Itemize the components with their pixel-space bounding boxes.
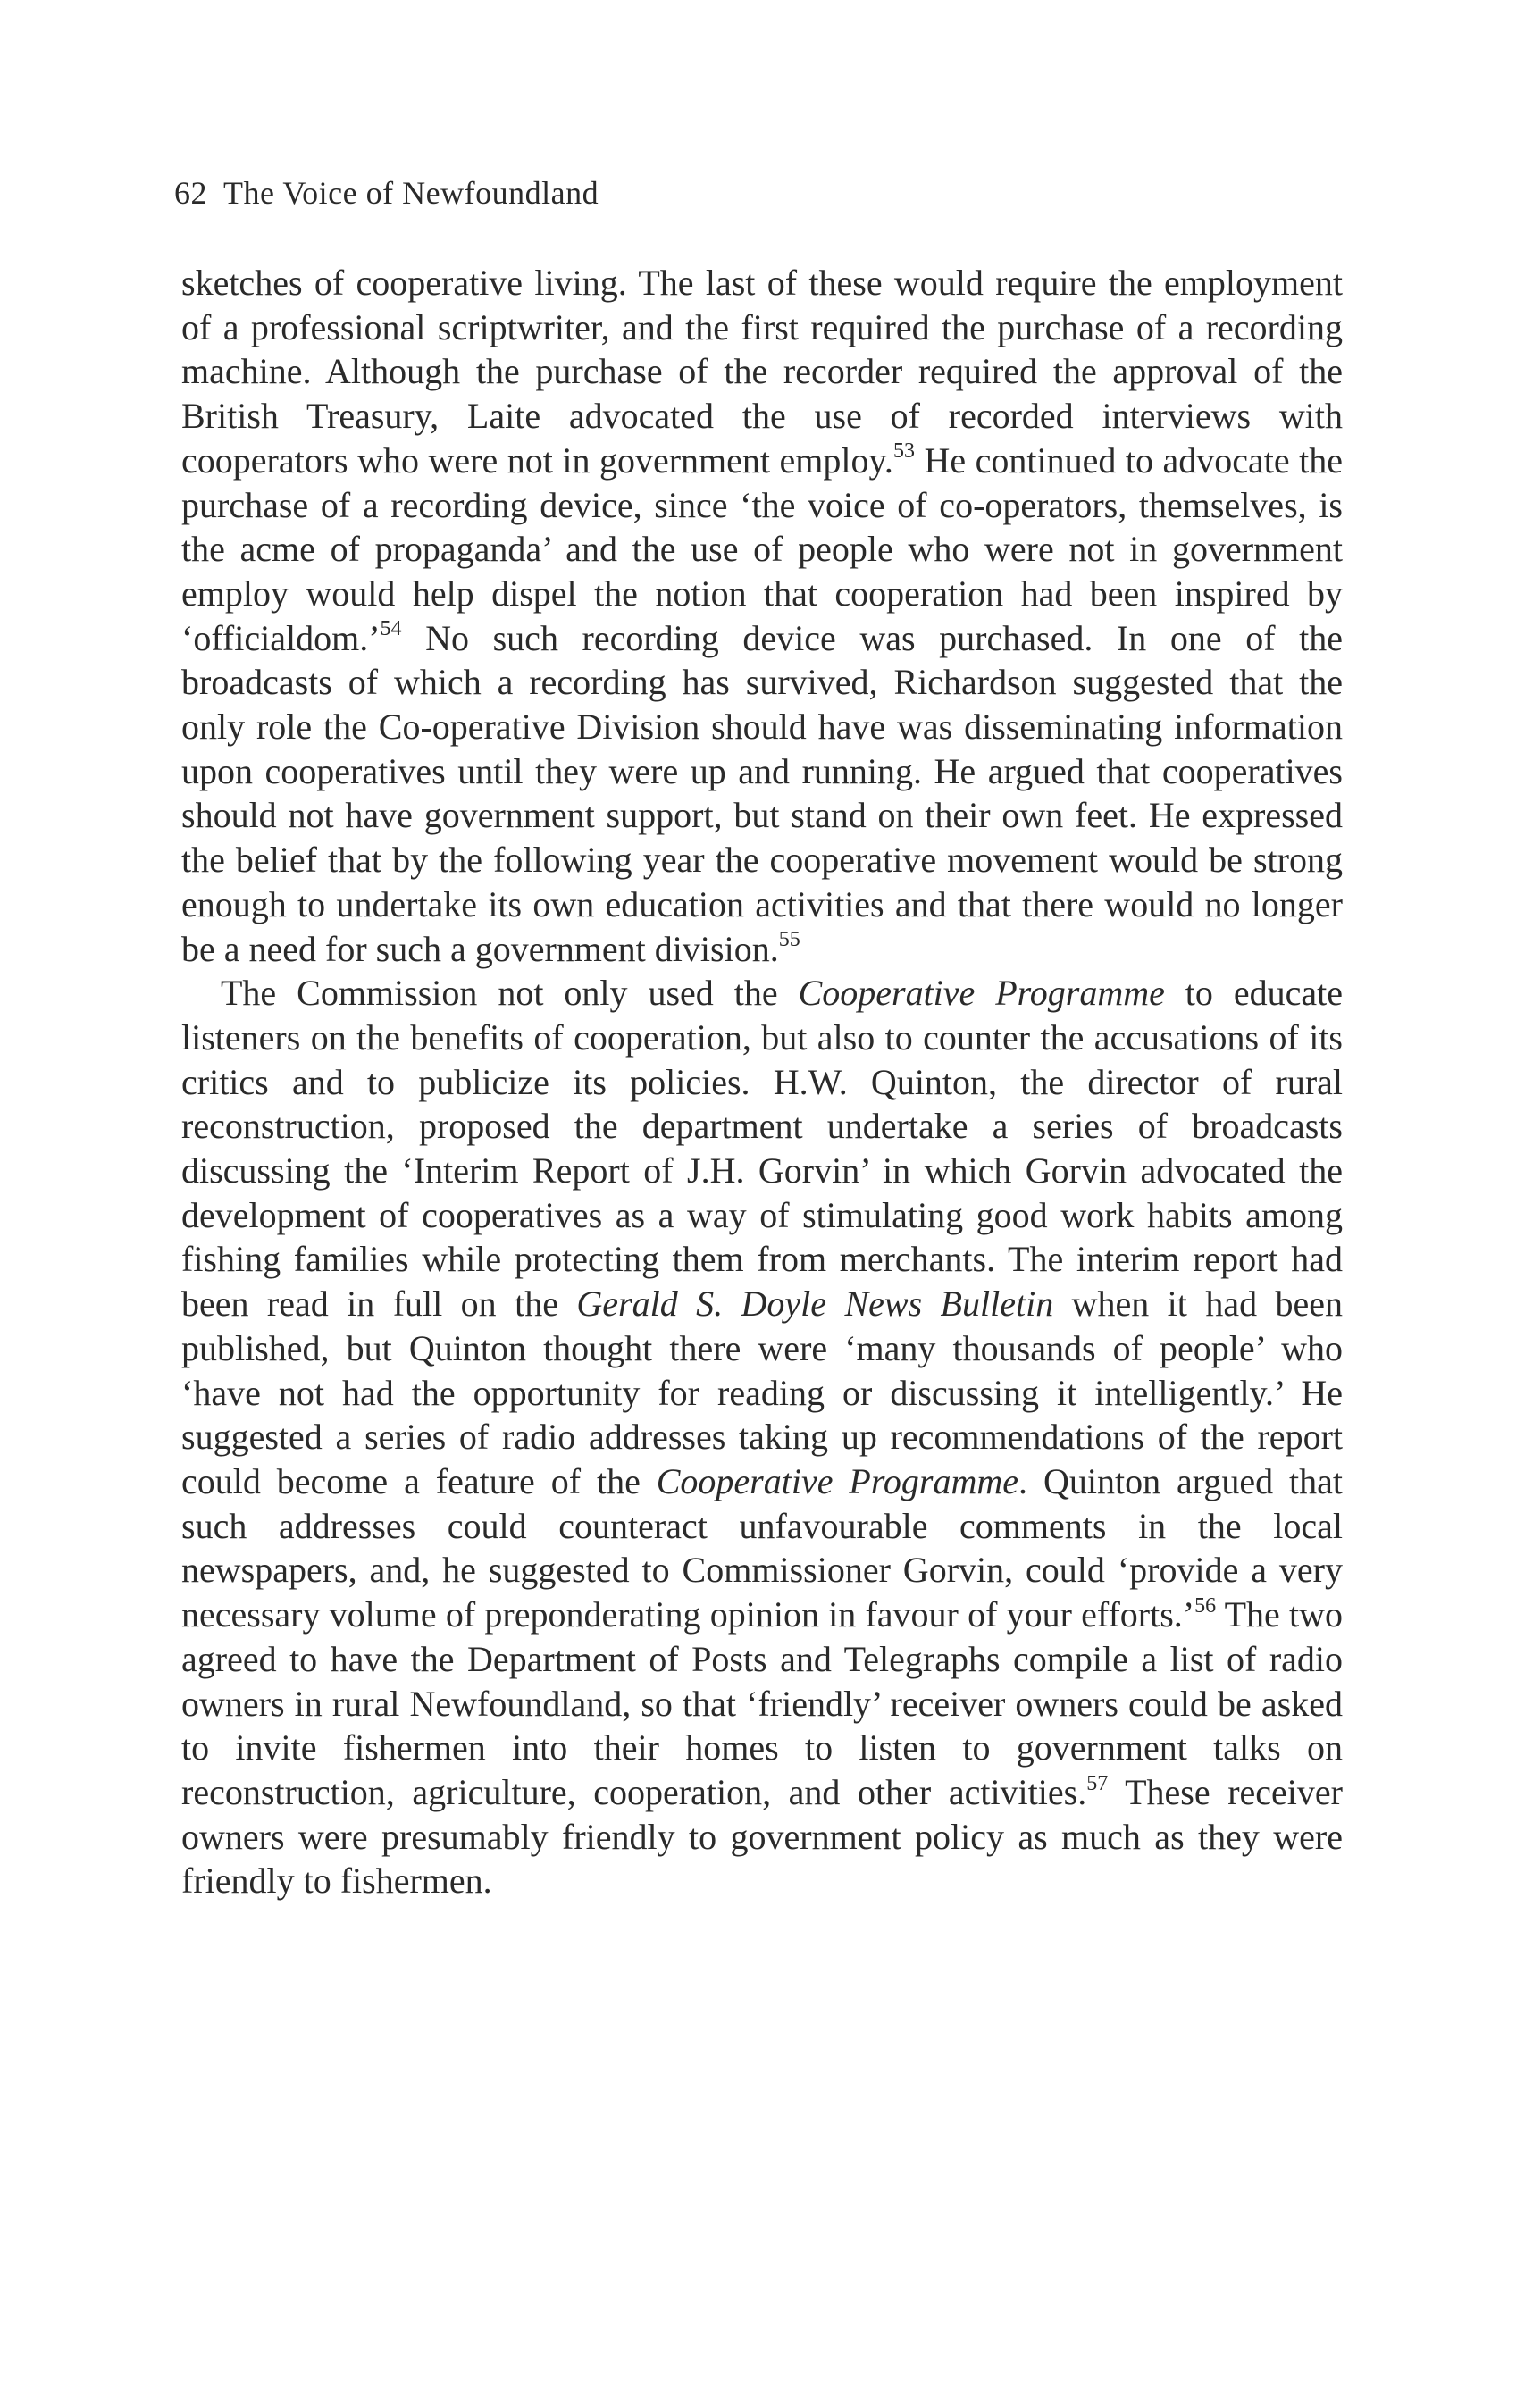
body-text [181,261,1343,1903]
text-run: These receiver owners were presumably friendly to government policy as much as they were friendly to fishermen. [181,1771,1343,1902]
italic-title: Cooperative Programme [798,973,1165,1014]
footnote-ref: 53 [892,439,915,464]
page-number: 62 [174,175,207,211]
book-title: The Voice of Newfoundland [223,175,599,211]
running-head [174,177,599,209]
italic-title: Gerald S. Doyle News Bulletin [576,1283,1054,1325]
text-run: No such recording device was purchased. In one of the broadcasts of which a recording has survived, Richardson suggested that the only role the Co-operative Division should have was disseminating information upon cooperatives until they were up and running. He argued that cooperatives should not have government support, but stand on their own feet. He expressed the belief that by the following year the cooperative movement would be strong enough to undertake its own education activities and that there would no longer be a need for such a government division. [181,617,1343,969]
text-run: The two agreed to have the Department of Posts and Telegraphs compile a list of radio owners in rural Newfoundland, so that ‘friendly’ receiver owners could be asked to invite fishermen into their homes to listen to government talks on reconstruction, agriculture, cooperation, and other activities. [181,1594,1344,1812]
text-run: He continued to advocate the purchase of a recording device, since ‘the voice of co-operators, themselves, is the acme of propaganda’ and the use of people who were not in government employ would help dispel the notion that cooperation had been inspired by ‘officialdom.’ [181,439,1343,658]
footnote-ref: 56 [1194,1593,1217,1618]
text-run: . Quinton argued that such addresses could counteract unfavourable comments in the local newspapers, and, he suggested to Commissioner Gorvin, could ‘provide a very necessary volume of preponderating opinion in favour of your efforts.’ [181,1460,1344,1635]
text-run: when it had been published, but Quinton thought there were ‘many thousands of people’ who ‘have not had the opportunity for reading or discussing it intelligently.’ He suggested a series of radio addresses taking up recommendations of the report could become a feature of the [181,1283,1343,1501]
text-run: to educate listeners on the benefits of cooperation, but also to counter the accusations of its critics and to publicize its policies. H.W. Quinton, the director of rural reconstruction, proposed the department undertake a series of broadcasts discussing the ‘Interim Report of J.H. Gorvin’ in which Gorvin advocated the development of cooperatives as a way of stimulating good work habits among fishing families while protecting them from merchants. The interim report had been read in full on the [181,973,1343,1325]
footnote-ref: 55 [778,928,800,952]
footnote-ref: 57 [1086,1771,1109,1795]
text-run: The Commission not only used the [221,973,799,1014]
italic-title: Cooperative Programme [656,1460,1019,1501]
paragraph [181,971,1343,1903]
text-run: sketches of cooperative living. The last of these would require the employment of a professional scriptwriter, and the first required the purchase of a recording machine. Although the purchase of the recorder required the approval of the British Treasury, Laite advocated the use of recorded interviews with cooperators who were not in government employ. [181,263,1343,481]
paragraph [181,261,1343,971]
footnote-ref: 54 [380,617,402,641]
